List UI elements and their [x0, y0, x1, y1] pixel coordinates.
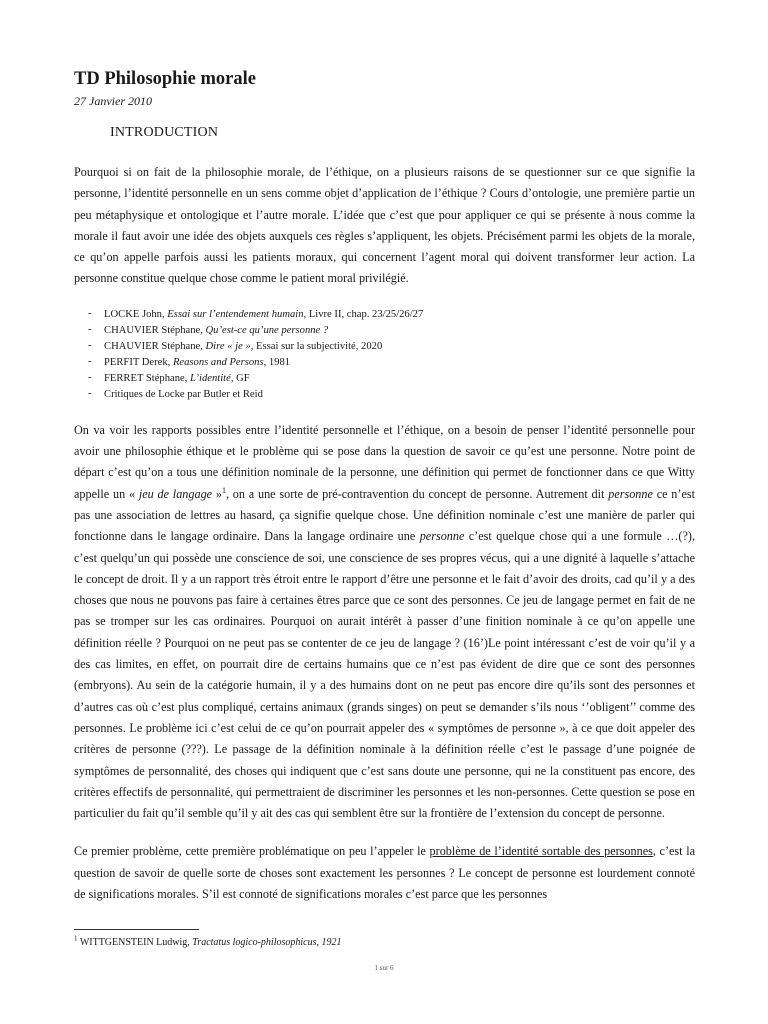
bibliography-item: - Critiques de Locke par Butler et Reid — [88, 387, 263, 400]
document-title: TD Philosophie morale — [74, 69, 256, 89]
footnote: $^1$ WITTGENSTEIN Ludwig, Tractatus logico-philosophicus, 1921 — [74, 934, 342, 948]
dash-icon: - — [88, 323, 92, 335]
section-title: INTRODUCTION — [110, 125, 219, 140]
bibliography-item: - PERFIT Derek, Reasons and Persons, 1981 — [88, 355, 291, 368]
bibliography-item: - LOCKE John, Essai sur l’entendement humain, Livre II, chap. 23/25/26/27 — [88, 307, 424, 320]
page-number: 1 sur 6 — [374, 964, 394, 972]
footnote-divider — [74, 929, 199, 930]
paragraph-identity-ethics: On va voir les rapports possibles entre l’identité personnelle et l’éthique, on a besoin de penser l’identité personnelle pour avoir une philosophie éthique et le problème qui se pose dans la question de savoir ce qu’est une personne. Notre point de départ c’est qu’on a tous une définition nominale de la personne, une définition qui permet de fonctionner dans ce que Witty appelle un « jeu de langage »$^1$, on a une sorte de pré-contravention du concept de personne. Autrement dit personne ce n’est pas une association de lettres au hasard, ça signifie quelque chose. Une définition nominale c’est une manière de parler qui fonctionne dans le langage ordinaire. Dans la langage ordinaire une personne c’est quelque chose qui a une formule …(?), c’est quelqu’un qui possède une conscience de soi, une conscience de ses propres vécus, qui a une dignité à laquelle s’attache le concept de droit. Il y a un rapport très étroit entre le rapport d’être une personne et le fait d’avoir des droits, cad qu’il y a des choses que nous ne pouvons pas faire à certaines êtres parce que ce sont des personnes. Ce jeu de langage permet en fait de ne pas se tromper sur les cas ordinaires. Pourquoi on aurait intérêt à passer d’une finition nominale à ce qu’on appelle une définition réelle ? Pourquoi on ne peut pas se contenter de ce jeu de langage ? (16’)Le point intéressant c’est de voir qu’il y a des cas limites, en effet, on pourrait dire de certains humains que ce n’est pas évident de dire que ce sont des personnes (embryons). Au sein de la catégorie humain, il y a des humains dont on ne peut pas encore dire qu’ils sont des personnes et d’autres cas où c’est plus compliqué, certains animaux (grands singes) on peut se demander s’ils nous ‘’obligent’’ comme des personnes. Le problème ici c’est celui de ce qu’on pourrait appeler des « symptômes de personne », à ce que doit appeler des critères de personne (???). Le passage de la définition nominale à la définition réelle c’est le passage d’une poignée de symptômes de personnalité, des choses qui indiquent que c’est sans doute une personne, qui ne la constituent pas encore, des critères effectifs de personnalité, qui permettraient de discriminer les personnes et les non-personnes. Cette question se pose en particulier du fait qu’il semble qu’il y ait des cas qui semblent être sur la frontière de l’extension du concept de personne. — [74, 422, 695, 821]
document-page — [74, 68, 695, 905]
bibliography-item: - FERRET Stéphane, L’identité, GF — [88, 371, 250, 384]
bibliography-item: - CHAUVIER Stéphane, Qu’est-ce qu’une personne ? — [88, 323, 329, 336]
dash-icon: - — [88, 339, 92, 351]
dash-icon: - — [88, 371, 92, 383]
bibliography-list — [88, 307, 695, 403]
dash-icon: - — [88, 387, 92, 399]
dash-icon: - — [88, 355, 92, 367]
paragraph-sortal-identity: Ce premier problème, cette première problématique on peu l’appeler le problème de l’identité sortable des personnes, c’est la question de savoir de quelle sorte de choses sont exactement les personnes ? Le concept de personne est lourdement connoté de significations morales. S’il est connoté de significations morales c’est parce que les personnes — [74, 844, 695, 902]
footnote-reference[interactable]: 1 — [221, 485, 226, 495]
dash-icon: - — [88, 307, 92, 319]
paragraph-intro: Pourquoi si on fait de la philosophie morale, de l’éthique, on a plusieurs raisons de se questionner sur ce que signifie la personne, l’identité personnelle en un sens comme objet d’application de l’éthique ? Cours d’ontologie, une première partie un peu métaphysique et ontologique et l’autre morale. L’idée que c’est que pour appliquer ce qui se présente à nous comme la morale il faut avoir une idée des objets auxquels ces règles s’appliquent, les objets. Précisément parmi les objets de la morale, ce qu’on appelle parfois aussi les patients moraux, qui concernent l’agent moral qui doivent transformer leur action. La personne constitue quelque chose comme le patient moral privilégié. — [74, 165, 695, 286]
bibliography-item: - CHAUVIER Stéphane, Dire « je », Essai sur la subjectivité, 2020 — [88, 339, 383, 352]
document-date: 27 Janvier 2010 — [74, 94, 152, 108]
